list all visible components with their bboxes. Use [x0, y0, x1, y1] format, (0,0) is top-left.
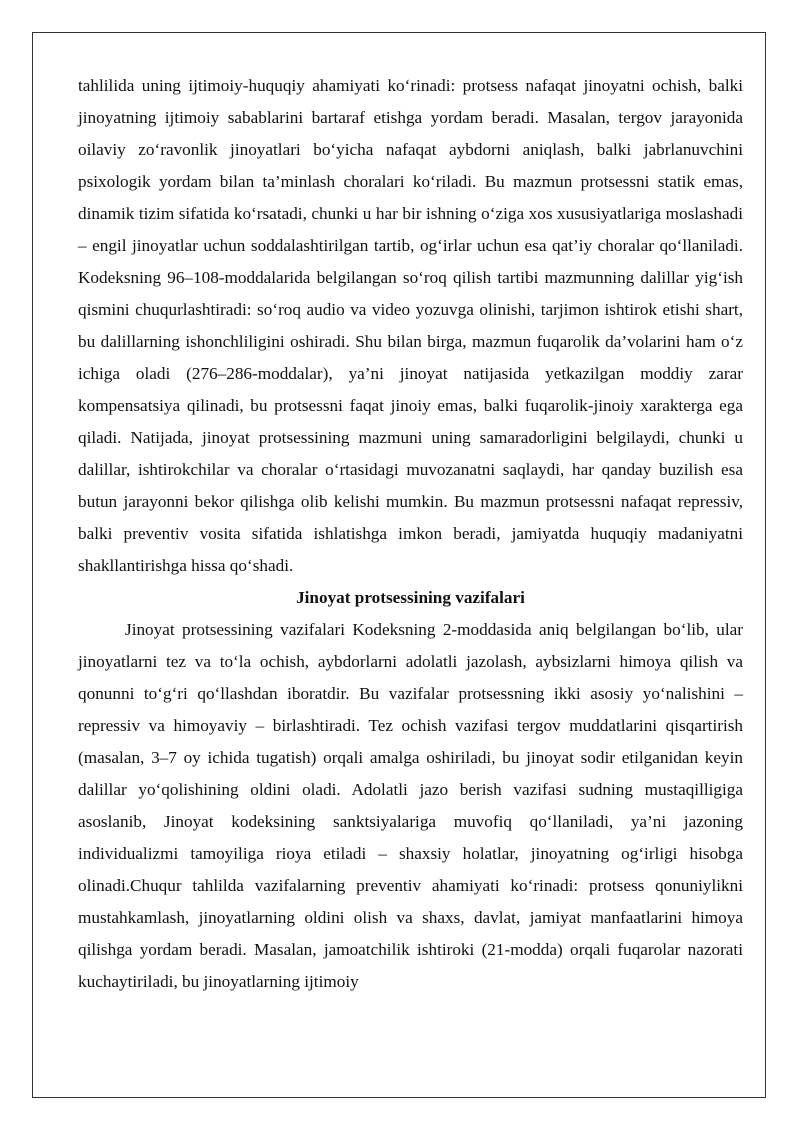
document-body: [78, 70, 743, 998]
section-heading: Jinoyat protsessining vazifalari: [296, 588, 525, 607]
body-paragraph: Jinoyat protsessining vazifalari Kodeksning 2-moddasida aniq belgilangan bo‘lib, ular jinoyatlarni tez va to‘la ochish, aybdorlarni adolatli jazolash, aybsizlarni himoya qilish va qonunni to‘g‘ri qo‘llashdan iboratdir. Bu vazifalar protsessning ikki asosiy yo‘nalishini – repressiv va himoyaviy – birlashtiradi. Tez ochish vazifasi tergov muddatlarini qisqartirish (masalan, 3–7 oy ichida tugatish) orqali amalga oshiriladi, bu jinoyat sodir etilganidan keyin dalillar yo‘qolishining oldini oladi. Adolatli jazo berish vazifasi sudning mustaqilligiga asoslanib, Jinoyat kodeksining sanktsiyalariga muvofiq qo‘llaniladi, ya’ni jazoning individualizmi tamoyiliga rioya etiladi – shaxsiy holatlar, jinoyatning og‘irligi hisobga olinadi.Chuqur tahlilda vazifalarning preventiv ahamiyati ko‘rinadi: protsess qonuniylikni mustahkamlash, jinoyatlarning oldini olish va shaxs, davlat, jamiyat manfaatlarini himoya qilishga yordam beradi. Masalan, jamoatchilik ishtiroki (21-modda) orqali fuqarolar nazorati kuchaytiriladi, bu jinoyatlarning ijtimoiy: [78, 620, 743, 991]
body-paragraph: tahlilida uning ijtimoiy-huquqiy ahamiyati ko‘rinadi: protsess nafaqat jinoyatni ochish, balki jinoyatning ijtimoiy sabablarini bartaraf etishga yordam beradi. Masalan, tergov jarayonida oilaviy zo‘ravonlik jinoyatlari bo‘yicha nafaqat aybdorni aniqlash, balki jabrlanuvchini psixologik yordam bilan ta’minlash choralari ko‘riladi. Bu mazmun protsessni statik emas, dinamik tizim sifatida ko‘rsatadi, chunki u har bir ishning o‘ziga xos xususiyatlariga moslashadi – engil jinoyatlar uchun soddalashtirilgan tartib, og‘irlar uchun esa qat’iy choralar qo‘llaniladi. Kodeksning 96–108-moddalarida belgilangan so‘roq qilish tartibi mazmunning dalillar yig‘ish qismini chuqurlashtiradi: so‘roq audio va video yozuvga olinishi, tarjimon ishtirok etishi shart, bu dalillarning ishonchliligini oshiradi. Shu bilan birga, mazmun fuqarolik da’volarini ham o‘z ichiga oladi (276–286-moddalar), ya’ni jinoyat natijasida yetkazilgan moddiy zarar kompensatsiya qilinadi, bu protsessni faqat jinoiy emas, balki fuqarolik-jinoiy xarakterga ega qiladi. Natijada, jinoyat protsessining mazmuni uning samaradorligini belgilaydi, chunki u dalillar, ishtirokchilar va choralar o‘rtasidagi muvozanatni saqlaydi, har qanday buzilish esa butun jarayonni bekor qilishga olib kelishi mumkin. Bu mazmun protsessni nafaqat repressiv, balki preventiv vosita sifatida ishlatishga imkon beradi, jamiyatda huquqiy madaniyatni shakllantirishga hissa qo‘shadi.: [78, 76, 743, 575]
